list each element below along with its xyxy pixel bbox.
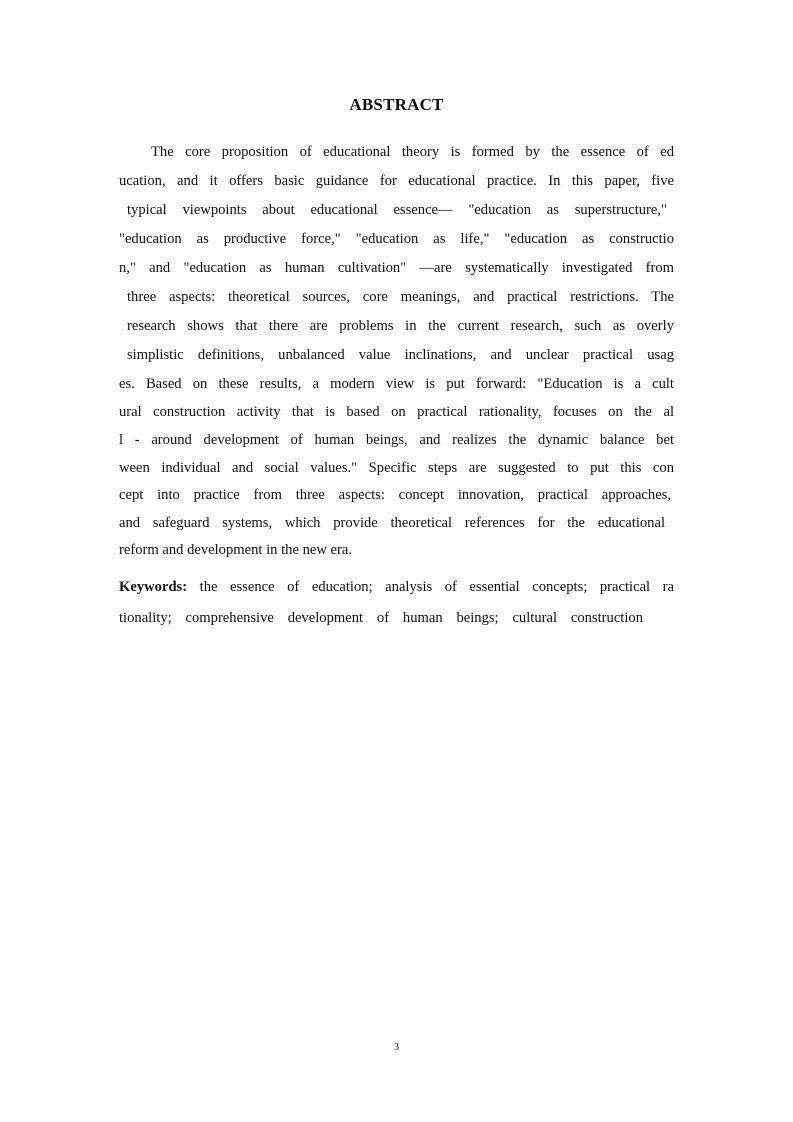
abstract-line: n," and "education as human cultivation" —are systematically investigated from [119, 260, 674, 276]
page-number: 3 [394, 1042, 399, 1053]
abstract-line: l - around development of human beings, and realizes the dynamic balance bet [119, 432, 674, 448]
abstract-line: three aspects: theoretical sources, core meanings, and practical restrictions. The [127, 289, 674, 305]
abstract-title: ABSTRACT [349, 95, 444, 114]
abstract-line: research shows that there are problems in the current research, such as overly [127, 318, 674, 334]
abstract-line: reform and development in the new era. [119, 542, 353, 558]
keywords-line [119, 578, 674, 596]
abstract-line: typical viewpoints about educational essence— "education as superstructure," [127, 202, 667, 218]
abstract-line: The core proposition of educational theory is formed by the essence of ed [151, 144, 674, 160]
abstract-line: "education as productive force," "education as life," "education as constructio [119, 231, 674, 247]
abstract-line: and safeguard systems, which provide theoretical references for the educational [119, 515, 665, 531]
keywords-text: the essence of education; analysis of essential concepts; practical ra [199, 579, 674, 595]
abstract-line: ween individual and social values." Specific steps are suggested to put this con [119, 460, 674, 476]
keywords-label: Keywords: [119, 579, 188, 595]
abstract-line: es. Based on these results, a modern view is put forward: "Education is a cult [119, 376, 674, 392]
abstract-line: ucation, and it offers basic guidance for educational practice. In this paper, five [119, 173, 674, 189]
abstract-line: cept into practice from three aspects: concept innovation, practical approaches, [119, 487, 671, 503]
keywords-line: tionality; comprehensive development of human beings; cultural construction [119, 610, 643, 626]
abstract-line: simplistic definitions, unbalanced value inclinations, and unclear practical usag [127, 347, 674, 363]
abstract-line: ural construction activity that is based on practical rationality, focuses on the al [119, 404, 674, 420]
